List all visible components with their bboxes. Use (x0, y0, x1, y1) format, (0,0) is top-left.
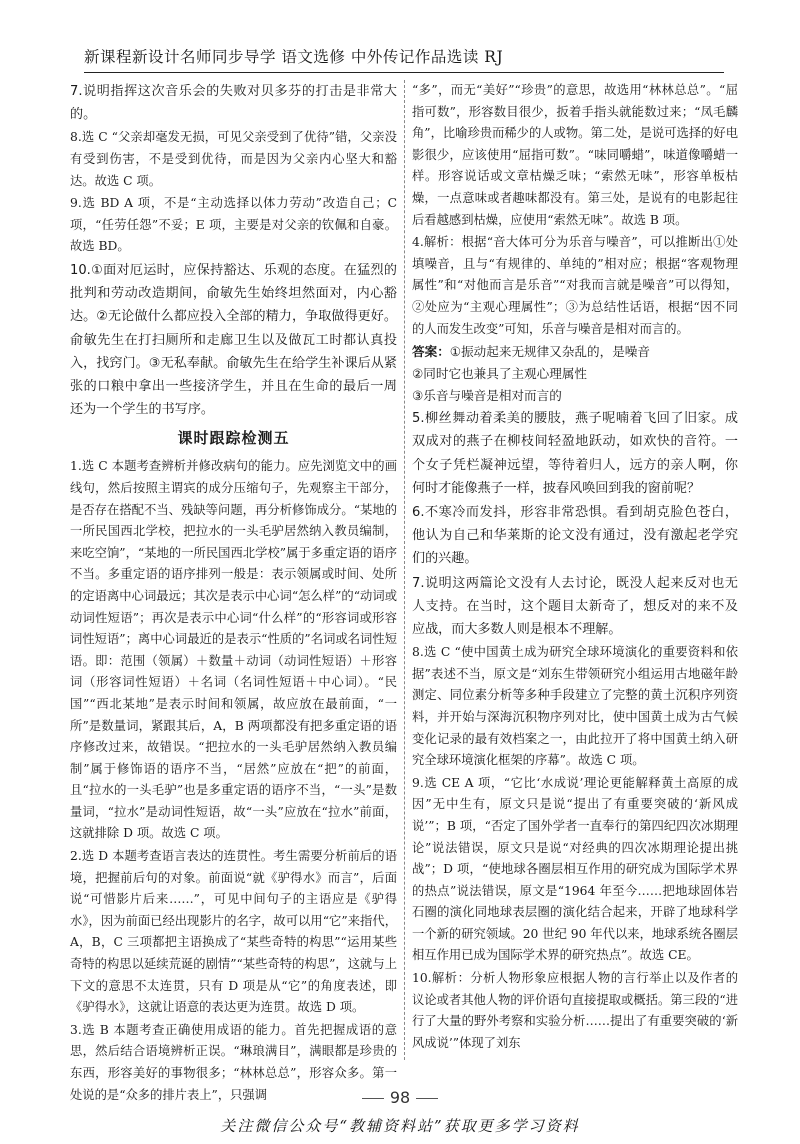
left-items (70, 80, 397, 421)
section-title: 课时跟踪检测五 (177, 429, 290, 448)
answer-line: ③乐音与噪音是相对而言的 (412, 388, 562, 404)
question-item: 1.选 C 本题考查辨析并修改病句的能力。应先浏览文中的画线句，然后按照主谓宾的成分压缩句子，先观察主干部分，是否存在搭配不当、残缺等问题，再分析修饰成分。“某地的一所民国西北学校，把拉水的一头毛驴居然纳入教员编制，来吃空饷”，“某地的一所民国西北学校”属于多重定语的语序不当。多重定语的语序排列一般是：表示领属或时间、处所的定语离中心词最远；其次是表示中心词“怎么样”的“动词或动词性短语”；再次是表示中心词“什么样”的“形容词或形容词性短语”；离中心词最近的是表示“性质的”名词或名词性短语。即：范围（领属）＋数量＋动词（动词性短语）＋形容词（形容词性短语）＋名词（名词性短语＋中心词）。“民国”“西北某地”是表示时间和领属，故应放在最前面，“一所”是数量词，紧跟其后，A，B 两项都没有把多重定语的语序修改过来，故错误。“把拉水的一头毛驴居然纳入教员编制”属于修饰语的语序不当，“居然”应放在“把”的前面，且“拉水的一头毛驴”也是多重定语的语序不当，“一头”是数量词，“拉水”是动词性短语，故“一头”应放在“拉水”前面，这就排除 D 项。故选 C 项。 (70, 459, 397, 841)
question-item: 6.不寒冷而发抖，形容非常恐惧。看到胡克脸色苍白，他认为自己和华莱斯的论文没有通过，没有激起老学究们的兴趣。 (412, 504, 738, 567)
question-item: 10.解析：分析人物形象应根据人物的言行举止以及作者的议论或者其他人物的评价语句直接提取或概括。第三段的“进行了大量的野外考察和实验分析……提出了有重要突破的‘新风成说’”体现了刘东 (412, 971, 739, 1050)
right-items-2 (412, 407, 738, 1054)
question-item: 8.选 C “父亲却毫发无损，可见父亲受到了优待”错，父亲没有受到伤害，不是受到优待，而是因为父亲内心坚大和豁达。故选 C 项。 (70, 130, 397, 188)
header-title: 新课程新设计名师同步导学 语文选修 中外传记作品选读 RJ (84, 48, 504, 66)
question-item: 9.选 CE A 项，“它比‘水成说’理论更能解释黄土高原的成因”无中生有，原文只是说“提出了有重要突破的‘新风成说’”；B 项，“否定了国外学者一直奉行的第四纪四次冰期理论”说法错误，原文只是说“对经典的四次冰期理论提出挑战”；D 项，“使地球各圈层相互作用的研究成为国际学术界的热点”说法错误，原文是“1964 年至今……把地球固体岩石圈的演化同地球表层圈的演化结合起来，开辟了地球科学一个新的研究领域。20 世纪 90 年代以来，地球系统各圈层相互作用已成为国际学术界的研究热点”。故选 CE。 (412, 775, 738, 963)
answer-line: ①振动起来无规律又杂乱的，是噪音 (449, 344, 650, 360)
question-item: 7.说明这两篇论文没有人去讨论，既没人起来反对也无人支持。在当时，这个题目太新奇了，想反对的来不及应战，而大多数人则是根本不理解。 (412, 575, 738, 637)
answer-label: 答案： (412, 344, 450, 360)
right-items (412, 80, 738, 340)
column-divider (404, 80, 405, 1060)
question-item: 7.说明指挥这次音乐会的失败对贝多芬的打击是非常大的。 (70, 84, 397, 123)
question-item: 8.选 C “使中国黄土成为研究全球环境演化的重要资料和依据”表述不当，原文是“刘东生带领研究小组运用古地磁年龄测定、同位素分析等多种手段建立了完整的黄土沉积序列资料，并开始与深海沉积物序列对比，使中国黄土成为古气候变化记录的最有效档案之一，由此拉开了将中国黄土纳入研究全球环境演化框架的序幕”。故选 C 项。 (412, 645, 738, 768)
question-item: 3.选 B 本题考查正确使用成语的能力。首先把握成语的意思，然后结合语境辨析正误。“琳琅满目”，满眼都是珍贵的东西，形容美好的事物很多；“林林总总”，形容众多。第一处说的是“众多的排片表上”，只强调 (70, 1022, 397, 1102)
left-column (70, 80, 397, 1102)
question-item: 4.解析：根据“音大体可分为乐音与噪音”，可以推断出①处填噪音，且与“有规律的、单纯的”相对应；根据“客观物理属性”和“对他而言是乐音”“对我而言就是噪音”可以得知，②处应为“主观心理属性”；③为总结性话语，根据“因不同的人而发生改变”可知，乐音与噪音是相对而言的。 (412, 235, 738, 336)
question-item: 5.柳丝舞动着柔美的腰肢，燕子呢喃着飞回了旧家。成双成对的燕子在柳枝间轻盈地跃动，如欢快的音符。一个女子凭栏凝神远望，等待着归人，远方的亲人啊，你何时才能像燕子一样，披春风唤回到我的窗前呢？ (412, 411, 738, 496)
question-item: 2.选 D 本题考查语言表达的连贯性。考生需要分析前后的语境，把握前后句的对象。前面说“就《驴得水》而言”，后面说“可惜影片后来……”，可见中间句子的主语应是《驴得水》，因为前面已经出现影片的名字，故可以用“它”来指代，A，B，C 三项都把主语换成了“某些奇特的构思”“运用某些奇特的构思以延续荒诞的剧情”“某些奇特的构思”，这就与上下文的意思不太连贯，只有 D 项是从“它”的角度表述，即《驴得水》，这就让语意的表达更为连贯。故选 D 项。 (70, 849, 397, 1015)
page-number: 98 (0, 1088, 800, 1107)
question-item: “多”，而无“美好”“珍贵”的意思，故选用“林林总总”。“屈指可数”，形容数目很少，扳着手指头就能数过来；“凤毛麟角”，比喻珍贵而稀少的人或物。第二处，是说可选择的好电影很少，应该使用“屈指可数”。“味同嚼蜡”，味道像嚼蜡一样。形容说话或文章枯燥乏味；“索然无味”，形容单板枯燥，一点意味或者趣味都没有。第三处，是说有的电影起往后看越感到枯燥，应使用“索然无味”。故选 B 项。 (412, 83, 739, 227)
left-items-2 (70, 456, 397, 1106)
right-column (412, 80, 738, 1070)
footer-note: 关注微信公众号“教辅资料站”获取更多学习资料 (220, 1117, 580, 1135)
question-item: 9.选 BD A 项，不是“主动选择以体力劳动”改造自己；C 项，“任劳任怨”不妥；E 项，主要是对父亲的钦佩和自豪。故选 BD。 (70, 196, 397, 254)
page-header (84, 36, 724, 73)
question-item: 10.①面对厄运时，应保持豁达、乐观的态度。在猛烈的批判和劳动改造期间，俞敏先生始终坦然面对，内心豁达。②无论做什么都应投入全部的精力，争取做得更好。俞敏先生在打扫厕所和走廊卫生以及做瓦工时都认真投入，找窍门。③无私奉献。俞敏先生在给学生补课后从紧张的口粮中拿出一些接济学生，并且在生命的最后一周还为一个学生的书写序。 (70, 262, 397, 418)
answer-block (412, 341, 738, 407)
answer-line: ②同时它也兼具了主观心理属性 (412, 366, 588, 382)
